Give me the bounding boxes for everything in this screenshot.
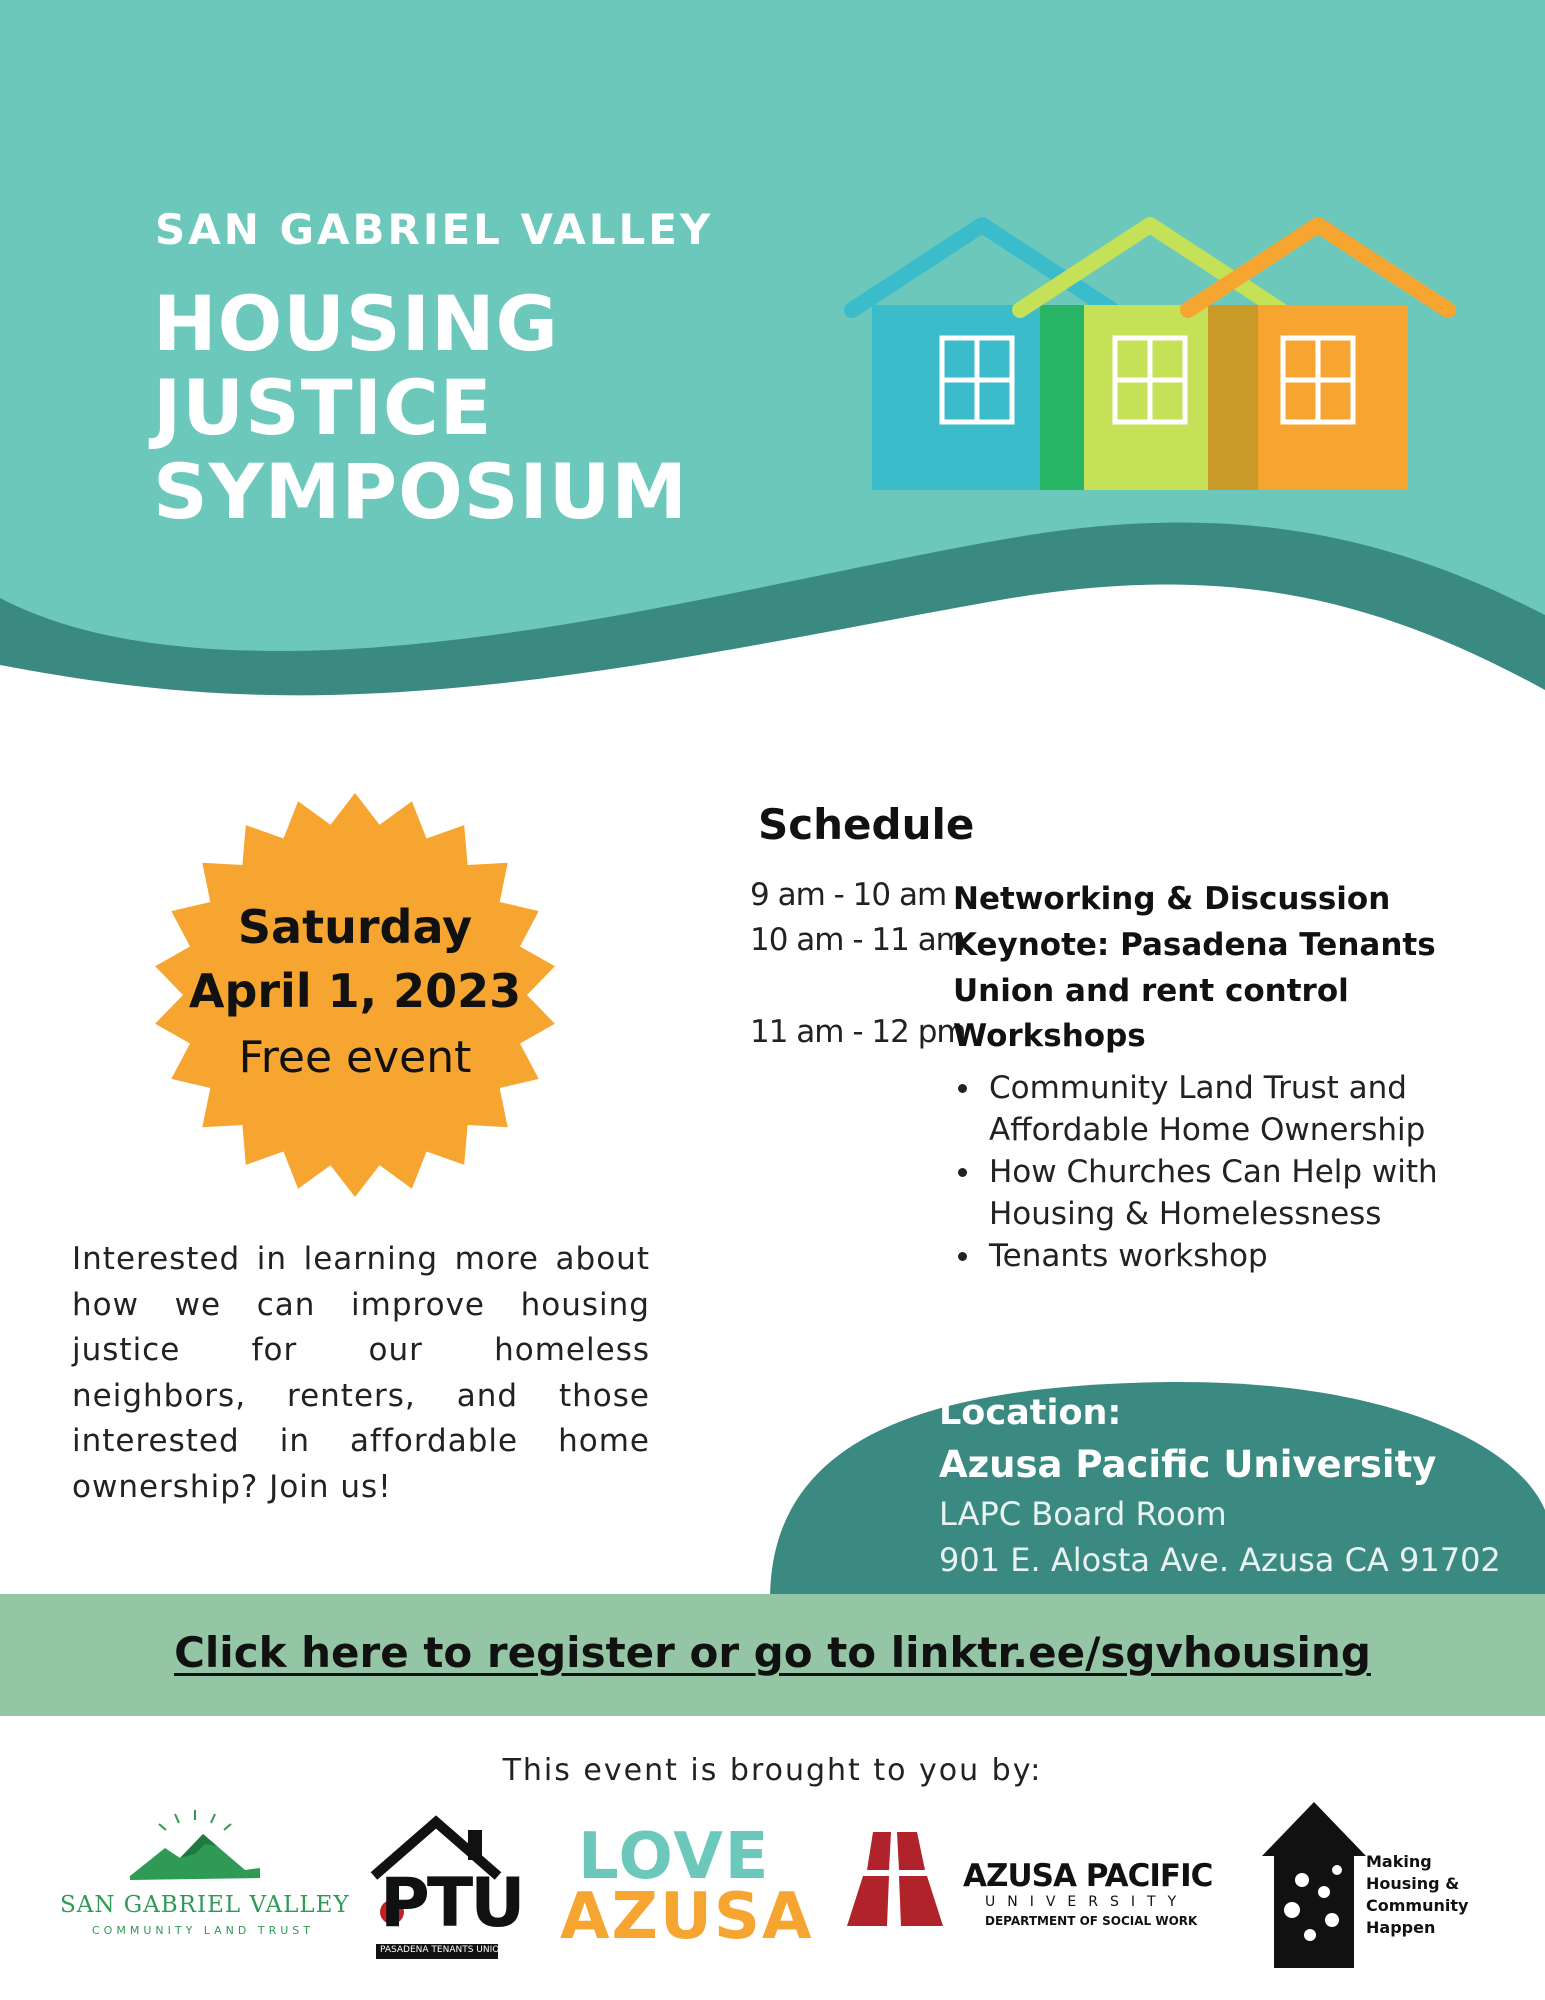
- mhch-logo: [1262, 1800, 1469, 1970]
- mhch-line-3: Community: [1366, 1896, 1469, 1915]
- workshop-item: How Churches Can Help with Housing & Homelessness: [953, 1151, 1453, 1235]
- title-line-2: JUSTICE: [153, 363, 493, 452]
- workshop-item: Community Land Trust and Affordable Home Ownership: [953, 1067, 1453, 1151]
- schedule-time-2: 10 am - 11 am: [750, 922, 965, 958]
- ptu-logo: [368, 1800, 523, 1970]
- sgv-clt-name: SAN GABRIEL VALLEY: [60, 1892, 350, 1918]
- houses-illustration: [840, 210, 1460, 490]
- register-link[interactable]: Click here to register or go to linktr.ee/sgvhousing: [174, 1628, 1371, 1677]
- apu-dept: DEPARTMENT OF SOCIAL WORK: [985, 1914, 1198, 1928]
- mhch-line-1: Making: [1366, 1852, 1432, 1871]
- location-venue: Azusa Pacific University: [939, 1443, 1437, 1486]
- schedule-event-1: Networking & Discussion: [953, 881, 1391, 917]
- location-address: 901 E. Alosta Ave. Azusa CA 91702: [939, 1541, 1501, 1579]
- schedule-event-3: Workshops: [953, 1018, 1146, 1054]
- mountain-icon: [125, 1808, 265, 1888]
- intro-paragraph: Interested in learning more about how we can improve housing justice for our homeless neighbors, renters, and those interested in affordable home ownership? Join us!: [72, 1241, 650, 1505]
- title-line-1: HOUSING: [153, 279, 559, 368]
- badge-day: Saturday: [237, 900, 473, 954]
- schedule-time-1: 9 am - 10 am: [750, 877, 947, 913]
- apu-emblem-icon: [845, 1830, 945, 1930]
- schedule-event-2-line-1: Keynote: Pasadena Tenants: [953, 927, 1436, 963]
- apu-sub: UNIVERSITY: [985, 1894, 1189, 1910]
- event-kicker: SAN GABRIEL VALLEY: [155, 205, 714, 254]
- badge-cost: Free event: [238, 1032, 472, 1083]
- workshops-list: [953, 1067, 1453, 1277]
- love-azusa-line-1: LOVE: [578, 1820, 771, 1894]
- love-azusa-line-2: AZUSA: [560, 1880, 814, 1954]
- apu-logo: [845, 1800, 1220, 1970]
- sgv-clt-sub: COMMUNITY LAND TRUST: [92, 1924, 314, 1937]
- sgv-clt-logo: [50, 1800, 350, 1970]
- title-line-3: SYMPOSIUM: [153, 447, 689, 536]
- workshop-item: Tenants workshop: [953, 1235, 1453, 1277]
- badge-date: April 1, 2023: [188, 964, 522, 1018]
- location-label: Location:: [939, 1393, 1122, 1433]
- mhch-line-4: Happen: [1366, 1918, 1436, 1937]
- ptu-sub: PASADENA TENANTS UNION: [380, 1945, 507, 1955]
- ptu-name: PTU: [380, 1864, 523, 1943]
- sponsors-heading: This event is brought to you by:: [502, 1753, 1043, 1788]
- location-room: LAPC Board Room: [939, 1495, 1227, 1533]
- love-azusa-logo: [560, 1800, 814, 1970]
- schedule-title: Schedule: [758, 800, 975, 849]
- apu-name: AZUSA PACIFIC: [963, 1858, 1213, 1894]
- schedule-time-3: 11 am - 12 pm: [750, 1014, 966, 1050]
- schedule-event-2-line-2: Union and rent control: [953, 973, 1349, 1009]
- mhch-line-2: Housing &: [1366, 1874, 1460, 1893]
- tree-house-icon: [1262, 1800, 1366, 1970]
